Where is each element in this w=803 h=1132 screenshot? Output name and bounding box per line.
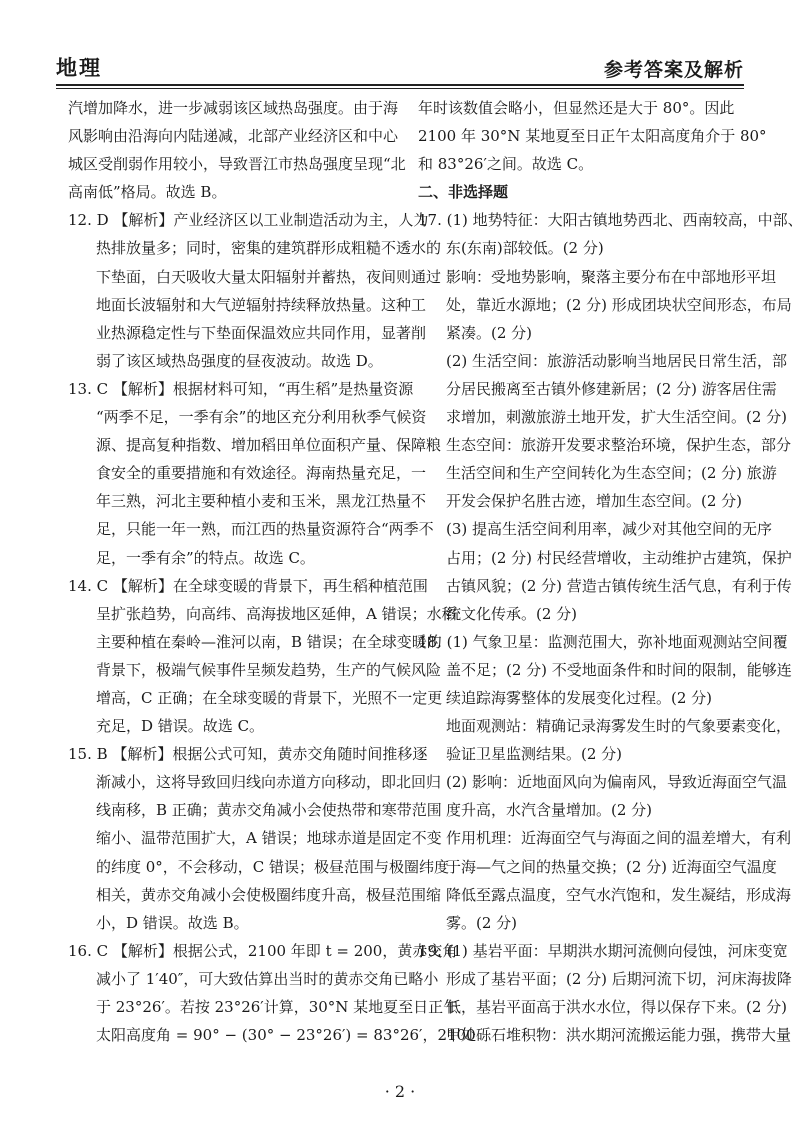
left-column-line: 的纬度 0°，不会移动，C 错误；极昼范围与极圈纬度 bbox=[96, 857, 450, 876]
right-column-line: 低，基岩平面高于洪水水位，得以保存下来。(2 分) bbox=[446, 998, 788, 1016]
left-column-line: 14. C 【解析】在全球变暖的背景下，再生稻种植范围 bbox=[68, 576, 428, 595]
right-column-line: 2100 年 30°N 某地夏至日正午太阳高度角介于 80° bbox=[418, 127, 767, 146]
left-column-line: 弱了该区域热岛强度的昼夜波动。故选 D。 bbox=[96, 351, 383, 370]
left-column-line: 充足，D 错误。故选 C。 bbox=[96, 717, 265, 736]
left-column-line: 汽增加降水，进一步减弱该区域热岛强度。由于海 bbox=[68, 99, 399, 117]
right-column-line: 雾。(2 分) bbox=[446, 913, 518, 932]
left-column-line: 13. C 【解析】根据材料可知，“再生稻”是热量资源 bbox=[68, 379, 414, 398]
right-column bbox=[416, 94, 803, 1049]
left-column-line: 太阳高度角 = 90° − (30° − 23°26′) = 83°26′，2100 bbox=[96, 1026, 476, 1045]
right-column-line: 年时该数值会略小，但显然还是大于 80°。因此 bbox=[418, 99, 735, 117]
right-column-line: 求增加，刺激旅游土地开发，扩大生活空间。(2 分) bbox=[446, 408, 788, 427]
left-column-line: 背景下，极端气候事件呈频发趋势，生产的气候风险 bbox=[96, 660, 442, 679]
left-column-line: “两季不足，一季有余”的地区充分利用秋季气候资 bbox=[96, 408, 427, 427]
right-column-line: 和 83°26′之间。故选 C。 bbox=[418, 155, 594, 174]
left-column-line: 主要种植在秦岭—淮河以南，B 错误；在全球变暖的 bbox=[96, 632, 442, 651]
left-column-line: 呈扩张趋势，向高纬、高海拔地区延伸，A 错误；水稻 bbox=[96, 604, 457, 623]
right-column-line: 地面观测站：精确记录海雾发生时的气象要素变化， bbox=[446, 717, 792, 736]
right-column-line: (3) 提高生活空间利用率，减少对其他空间的无序 bbox=[446, 520, 773, 539]
right-column-line: 甲处砾石堆积物：洪水期河流搬运能力强，携带大量 bbox=[446, 1026, 792, 1045]
subject-title: 地理 bbox=[56, 55, 102, 80]
right-column-line: 于海—气之间的热量交换；(2 分) 近海面空气温度 bbox=[446, 857, 777, 876]
left-column-line: 减小了 1′40″，可大致估算出当时的黄赤交角已略小 bbox=[96, 969, 439, 988]
right-column-line: 降低至露点温度，空气水汽饱和，发生凝结，形成海 bbox=[446, 885, 792, 904]
right-column-line: 形成了基岩平面；(2 分) 后期河流下切，河床海拔降 bbox=[446, 969, 792, 988]
left-column-line: 高南低”格局。故选 B。 bbox=[68, 183, 227, 202]
left-column-line: 热排放量多；同时，密集的建筑群形成粗糙不透水的 bbox=[96, 239, 442, 258]
left-column-line: 源、提高复种指数、增加稻田单位面积产量、保障粮 bbox=[96, 436, 442, 455]
left-column-line: 15. B 【解析】根据公式可知，黄赤交角随时间推移逐 bbox=[68, 745, 428, 764]
left-column-line: 12. D 【解析】产业经济区以工业制造活动为主，人为 bbox=[68, 211, 429, 230]
left-column-line: 线南移，B 正确；黄赤交角减小会使热带和寒带范围 bbox=[96, 801, 442, 820]
right-column-line: 19. (1) 基岩平面：早期洪水期河流侧向侵蚀，河床变宽 bbox=[418, 941, 788, 960]
right-column-line: 统文化传承。(2 分) bbox=[446, 604, 578, 623]
right-column-line: 紧凑。(2 分) bbox=[446, 323, 533, 342]
header-rule-thin bbox=[56, 88, 744, 89]
right-column-line: 作用机理：近海面空气与海面之间的温差增大，有利 bbox=[446, 829, 792, 848]
header-rule-thick bbox=[56, 84, 744, 86]
left-column-line: 于 23°26′。若按 23°26′计算，30°N 某地夏至日正午 bbox=[96, 998, 459, 1016]
right-column-line: 盖不足；(2 分) 不受地面条件和时间的限制，能够连 bbox=[446, 660, 792, 679]
right-column-line: 影响：受地势影响，聚落主要分布在中部地形平坦 bbox=[446, 267, 777, 286]
right-column-line: 18. (1) 气象卫星：监测范围大，弥补地面观测站空间覆 bbox=[418, 632, 788, 651]
right-column-line: 处，靠近水源地；(2 分) 形成团块状空间形态，布局 bbox=[446, 295, 792, 314]
right-column-line: 17. (1) 地势特征：大阳古镇地势西北、西南较高，中部、 bbox=[418, 211, 803, 230]
left-column-line: 足，只能一年一熟，而江西的热量资源符合“两季不 bbox=[96, 520, 434, 539]
right-column-line: 古镇风貌；(2 分) 营造古镇传统生活气息，有利于传 bbox=[446, 576, 792, 595]
right-column-line: 度升高，水汽含量增加。(2 分) bbox=[446, 801, 653, 820]
left-column-line: 小，D 错误。故选 B。 bbox=[96, 913, 249, 932]
right-column-line: 二、非选择题 bbox=[418, 183, 509, 202]
left-column-line: 相关，黄赤交角减小会使极圈纬度升高，极昼范围缩 bbox=[96, 885, 442, 904]
page-header bbox=[56, 44, 744, 82]
right-column-line: 生态空间：旅游开发要求整治环境，保护生态，部分 bbox=[446, 436, 792, 455]
left-column-line: 年三熟，河北主要种植小麦和玉米，黑龙江热量不 bbox=[96, 492, 427, 511]
left-column-line: 风影响由沿海向内陆递减，北部产业经济区和中心 bbox=[68, 127, 399, 146]
right-column-line: 开发会保护名胜古迹，增加生态空间。(2 分) bbox=[446, 492, 743, 511]
left-column-line: 城区受削弱作用较小，导致晋江市热岛强度呈现“北 bbox=[68, 155, 406, 174]
left-column-line: 增高，C 正确；在全球变暖的背景下，光照不一定更 bbox=[96, 688, 443, 707]
right-column-line: (2) 生活空间：旅游活动影响当地居民日常生活，部 bbox=[446, 351, 788, 370]
left-column-line: 下垫面，白天吸收大量太阳辐射并蓄热，夜间则通过 bbox=[96, 267, 442, 286]
left-column-line: 缩小、温带范围扩大，A 错误；地球赤道是固定不变 bbox=[96, 829, 442, 848]
right-column-line: 生活空间和生产空间转化为生态空间；(2 分) 旅游 bbox=[446, 464, 777, 483]
answer-key-title: 参考答案及解析 bbox=[603, 59, 744, 81]
right-column-line: 分居民搬离至古镇外修建新居；(2 分) 游客居住需 bbox=[446, 379, 777, 398]
left-column-line: 足，一季有余”的特点。故选 C。 bbox=[96, 548, 315, 567]
right-column-line: 东(东南)部较低。(2 分) bbox=[446, 239, 604, 258]
right-column-line: 续追踪海雾整体的发展变化过程。(2 分) bbox=[446, 688, 713, 707]
right-column-line: 验证卫星监测结果。(2 分) bbox=[446, 745, 623, 764]
right-column-line: 占用；(2 分) 村民经营增收，主动维护古建筑，保护 bbox=[446, 548, 792, 567]
left-column-line: 食安全的重要措施和有效途径。海南热量充足，一 bbox=[96, 464, 427, 483]
left-column-line: 业热源稳定性与下垫面保温效应共同作用，显著削 bbox=[96, 323, 427, 342]
left-column-line: 渐减小，这将导致回归线向赤道方向移动，即北回归 bbox=[96, 773, 442, 792]
page-number: · 2 · bbox=[384, 1082, 416, 1101]
left-column-line: 16. C 【解析】根据公式，2100 年即 t = 200，黄赤交角 bbox=[68, 941, 458, 960]
left-column-line: 地面长波辐射和大气逆辐射持续释放热量。这种工 bbox=[96, 295, 427, 314]
right-column-line: (2) 影响：近地面风向为偏南风，导致近海面空气温 bbox=[446, 773, 788, 792]
